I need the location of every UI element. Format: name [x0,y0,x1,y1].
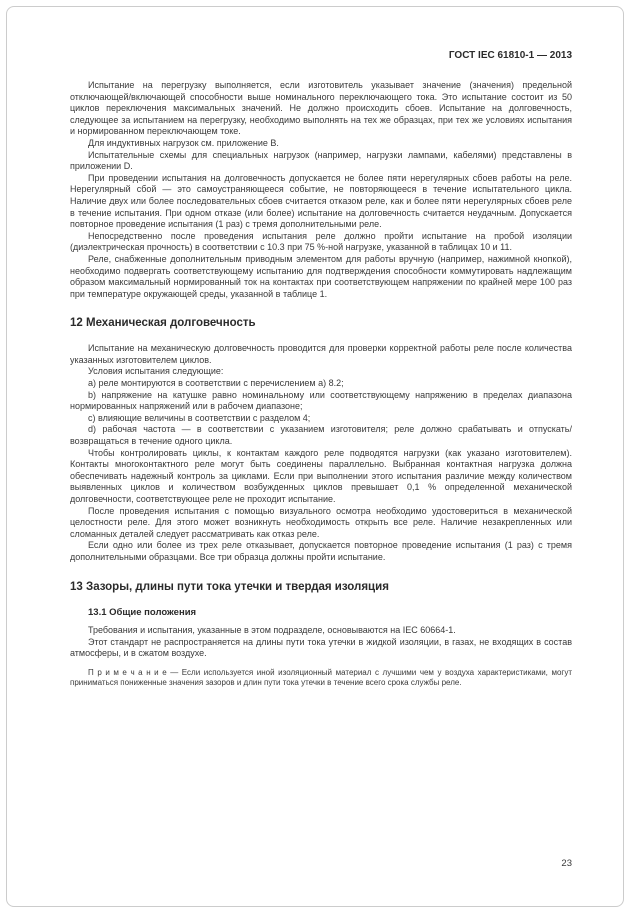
paragraph: Условия испытания следующие: [88,366,224,377]
list-item-a: a) реле монтируются в соответствии с перечислением a) 8.2; [88,378,344,389]
paragraph: При проведении испытания на долговечность допускается не более пяти нерегулярных сбоев работы на реле. Нерегулярный сбой — это самоустраняющееся событие, не повторяющееся в течение испытательного цикла. Наличие двух или более последовательных сбоев считается отказом реле, как и более пяти нерегулярных сбоев реле в течение испытания. При одном отказе (или более) испытание на долговечность считается неудачным. Допускается повторное проведение испытания (1 раз) с тремя дополнительными реле. [70,172,572,230]
note-paragraph: П р и м е ч а н и е — Если используется иной изоляционный материал с лучшими чем у воздуха характеристиками, могут приниматься пониженные значения зазоров и длин пути тока утечки в течение всего срока службы реле. [70,667,572,688]
list-item-d: d) рабочая частота — в соответствии с указанием изготовителя; реле должно срабатывать и отпускать/возвращаться в течение одного цикла. [70,424,572,447]
subsection-heading-13-1: 13.1 Общие положения [88,606,197,618]
page-footer [561,858,572,869]
section-heading-12: 12 Механическая долговечность [70,317,256,330]
paragraph: Этот стандарт не распространяется на длины пути тока утечки в жидкой изоляции, в газах, не входящих в состав атмосферы, и в сжатом воздухе. [70,636,572,659]
page-number: 23 [561,858,572,869]
document-header [70,50,572,61]
paragraph: Непосредственно после проведения испытания реле должно пройти испытание на пробой изоляции (диэлектрическая прочность) в соответствии с 10.3 при 75 %-ной нагрузке, указанной в таблицах 10 и 11. [70,230,572,253]
doc-number: ГОСТ IEC 61810-1 — 2013 [448,50,572,61]
paragraph: Испытательные схемы для специальных нагрузок (например, нагрузки лампами, кабелями) представлены в приложении D. [70,149,572,172]
paragraph: Если одно или более из трех реле отказывает, допускается повторное проведение испытания (1 раз) с тремя дополнительными образцами. Все три образца должны пройти испытание. [70,540,572,562]
paragraph: Испытание на перегрузку выполняется, если изготовитель указывает значение (значения) предельной отключающей/включающей способности выше номинального переключающего тока. Это испытание состоит из 50 циклов переключения максимальных значений. Не должно происходить сбоев. Испытание на долговечность, следующее за испытанием на перегрузку, необходимо выполнять на тех же образцах, при тех же условиях испытания и нормированном переключающем токе. [70,80,572,137]
paragraph: Реле, снабженные дополнительным приводным элементом для работы вручную (например, нажимной кнопкой), необходимо подвергать соответствующему испытанию для подтверждения способности коммутировать надлежащим образом максимальный нормированный ток на контактах при соответствующем напряжении по крайней мере 100 раз при температуре окружающей среды, указанной в таблице 1. [70,253,572,299]
list-item-b: b) напряжение на катушке равно номинальному или соответствующему напряжению в пределах диапазона нормированных напряжений или в рабочем диапазоне; [70,389,572,412]
paragraph: Чтобы контролировать циклы, к контактам каждого реле подводятся нагрузки (как указано изготовителем). Контакты многоконтактного реле могут быть соединены параллельно. Выбранная контактная нагрузка должна обеспечивать надежный контроль за циклами. Если при выполнении этого испытания различие между количеством выявленных циклов и количеством возбужденных циклов превышает 0,1 % определенной механической долговечности, соответствующее реле не проходит испытание. [70,447,572,504]
document-body [70,80,572,688]
section-heading-13: 13 Зазоры, длины пути тока утечки и твердая изоляция [70,580,389,593]
paragraph: Требования и испытания, указанные в этом подразделе, основываются на IEC 60664-1. [88,625,456,636]
paragraph: Испытание на механическую долговечность проводится для проверки корректной работы реле после количества указанных изготовителем циклов. [70,343,572,365]
paragraph: Для индуктивных нагрузок см. приложение B. [88,137,279,148]
list-item-c: c) влияющие величины в соответствии с разделом 4; [88,412,311,423]
paragraph: После проведения испытания с помощью визуального осмотра необходимо удостовериться в механической целостности реле. Для этого может возникнуть необходимость открыть все реле. Наличие незакрепленных или сломанных деталей следует рассматривать как отказ реле. [70,505,572,539]
